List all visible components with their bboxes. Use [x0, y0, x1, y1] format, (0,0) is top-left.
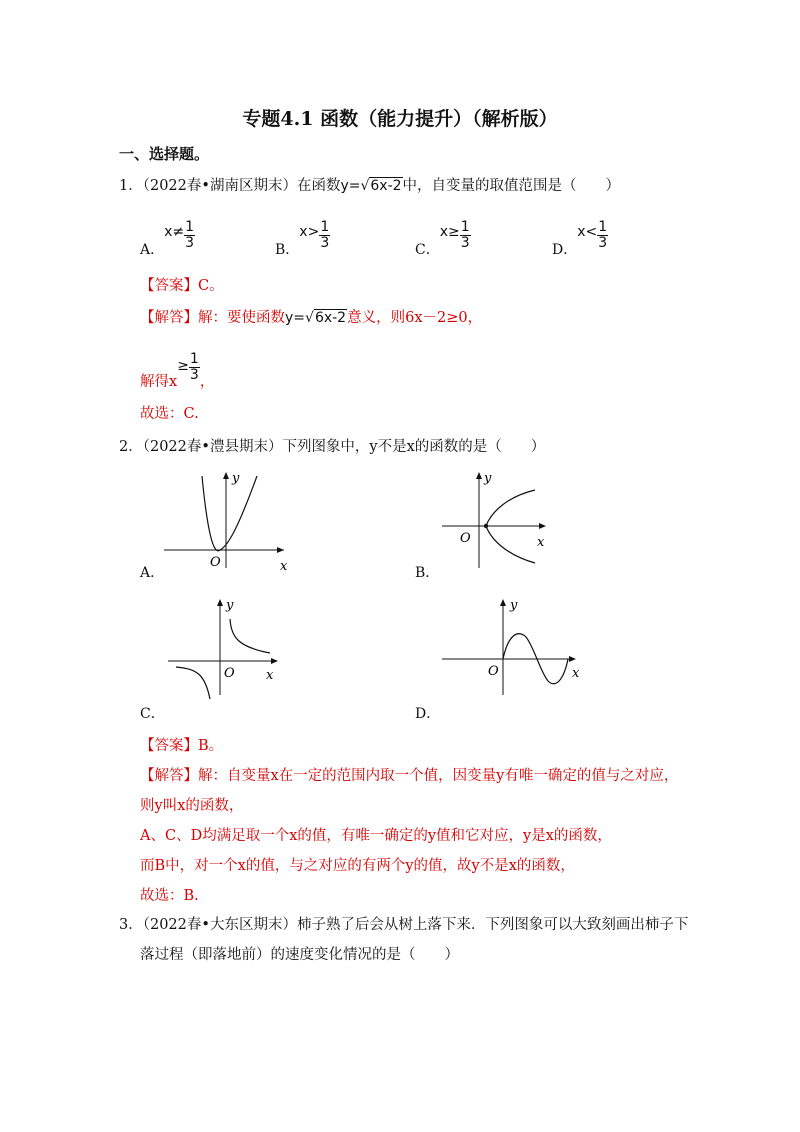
question-1-stem: [119, 174, 620, 195]
origin-label: O: [460, 531, 471, 546]
section-heading: 一、选择题。: [119, 145, 210, 163]
formula-lhs: y=: [340, 178, 361, 194]
graph-d-label: D．: [415, 706, 441, 722]
radicand: 6x-2: [314, 310, 347, 326]
graph-a-parabola[interactable]: [160, 468, 300, 576]
option-symbol: x≠: [164, 223, 185, 240]
option-c[interactable]: [415, 219, 471, 258]
fraction: [319, 220, 330, 251]
denominator: 3: [320, 235, 330, 251]
page-title: 专题4.1 函数（能力提升）（解析版）: [242, 108, 558, 130]
question-number: 3．: [119, 917, 143, 933]
y-axis-arrow: [223, 472, 229, 479]
fraction: [597, 220, 608, 251]
solve-suffix: ，: [199, 373, 215, 390]
hyperbola-branch-positive: [230, 619, 270, 653]
solve-symbol: ≥: [177, 357, 189, 374]
option-label: B．: [275, 241, 300, 258]
analysis-2-line-1: 【解答】解：自变量x在一定的范围内取一个值，因变量y有唯一确定的值与之对应，: [140, 768, 679, 784]
answer-1: 【答案】C。: [140, 278, 224, 294]
formula-lhs: y=: [285, 310, 306, 326]
origin-label: O: [224, 666, 235, 681]
option-symbol: x≥: [439, 223, 460, 240]
radicand: 6x-2: [370, 178, 402, 194]
analysis-1: [140, 306, 482, 327]
numerator: 1: [185, 219, 195, 235]
option-d[interactable]: [552, 219, 608, 258]
analysis-suffix: 意义，则6x－2≥0，: [347, 310, 483, 326]
fraction: [189, 352, 200, 383]
hyperbola-branch-negative: [176, 667, 210, 699]
question-text-end: 中，自变量的取值范围是（ ）: [402, 178, 621, 194]
question-2-stem: [119, 435, 545, 456]
numerator: 1: [189, 351, 199, 367]
option-symbol: x<: [577, 223, 598, 240]
question-3-stem-line-2: 落过程（即落地前）的速度变化情况的是（ ）: [140, 947, 459, 963]
origin-label: O: [488, 664, 499, 679]
choose-1: 故选：C.: [140, 406, 199, 422]
analysis-2-line-2: 则y叫x的函数，: [140, 798, 244, 814]
answer-2: 【答案】B。: [140, 738, 224, 754]
y-axis-label: y: [484, 471, 492, 486]
question-number: 2．: [119, 439, 143, 455]
x-axis-label: x: [537, 535, 545, 550]
question-text: （2022春•澧县期末）下列图象中，y不是x的函数的是（ ）: [142, 439, 546, 455]
question-source: （2022春•湖南区期末）: [142, 178, 297, 194]
question-text: （2022春•大东区期末）柿子熟了后会从树上落下来．下列图象可以大致刻画出柿子下: [142, 917, 689, 933]
x-axis-label: x: [572, 666, 580, 681]
graph-c-label: C．: [140, 706, 165, 722]
graph-b-sideways-parabola[interactable]: [440, 468, 560, 576]
question-text: 在函数: [296, 178, 341, 194]
x-axis-label: x: [266, 668, 274, 683]
graph-c-hyperbola[interactable]: [160, 595, 290, 703]
option-b[interactable]: [275, 219, 330, 258]
parabola-curve: [202, 476, 257, 551]
denominator: 3: [460, 235, 470, 251]
analysis-2-line-3: A、C、D均满足取一个x的值，有唯一确定的y值和它对应，y是x的函数，: [140, 828, 612, 844]
numerator: 1: [598, 219, 608, 235]
function-formula: y=√6x-2: [340, 178, 402, 194]
y-axis-label: y: [232, 471, 240, 486]
denominator: 3: [185, 235, 195, 251]
x-axis-arrow: [271, 658, 278, 664]
y-axis-label: y: [510, 598, 518, 613]
denominator: 3: [598, 235, 608, 251]
vertex-point: [484, 524, 488, 528]
fraction: [460, 220, 471, 251]
x-axis-arrow: [569, 656, 576, 662]
option-label: C．: [415, 241, 440, 258]
numerator: 1: [460, 219, 470, 235]
x-axis-label: x: [280, 559, 288, 574]
analysis-prefix: 【解答】解：要使函数: [140, 310, 285, 326]
y-axis-arrow: [217, 599, 223, 606]
fraction: [184, 220, 195, 251]
graph-d-wave[interactable]: [440, 595, 585, 703]
origin-label: O: [210, 555, 221, 570]
solve-prefix: 解得x: [140, 373, 178, 390]
denominator: 3: [189, 367, 199, 383]
y-axis-arrow: [476, 472, 482, 479]
option-a[interactable]: [140, 219, 195, 258]
graph-b-label: B．: [415, 565, 440, 581]
x-axis-arrow: [539, 523, 546, 529]
x-axis-arrow: [277, 547, 284, 553]
y-axis-arrow: [500, 599, 506, 606]
analysis-formula: y=√6x-2: [285, 310, 347, 326]
option-label: A．: [140, 241, 165, 258]
question-number: 1．: [119, 178, 143, 194]
question-3-stem-line-1: [119, 913, 688, 934]
y-axis-label: y: [226, 598, 234, 613]
graph-a-label: A．: [140, 565, 165, 581]
option-label: D．: [552, 241, 578, 258]
analysis-2-line-4: 而B中，对一个x的值，与之对应的有两个y的值，故y不是x的函数，: [140, 858, 575, 874]
choose-2: 故选：B.: [140, 888, 199, 904]
option-symbol: x>: [299, 223, 320, 240]
solve-line: [140, 351, 215, 390]
numerator: 1: [320, 219, 330, 235]
